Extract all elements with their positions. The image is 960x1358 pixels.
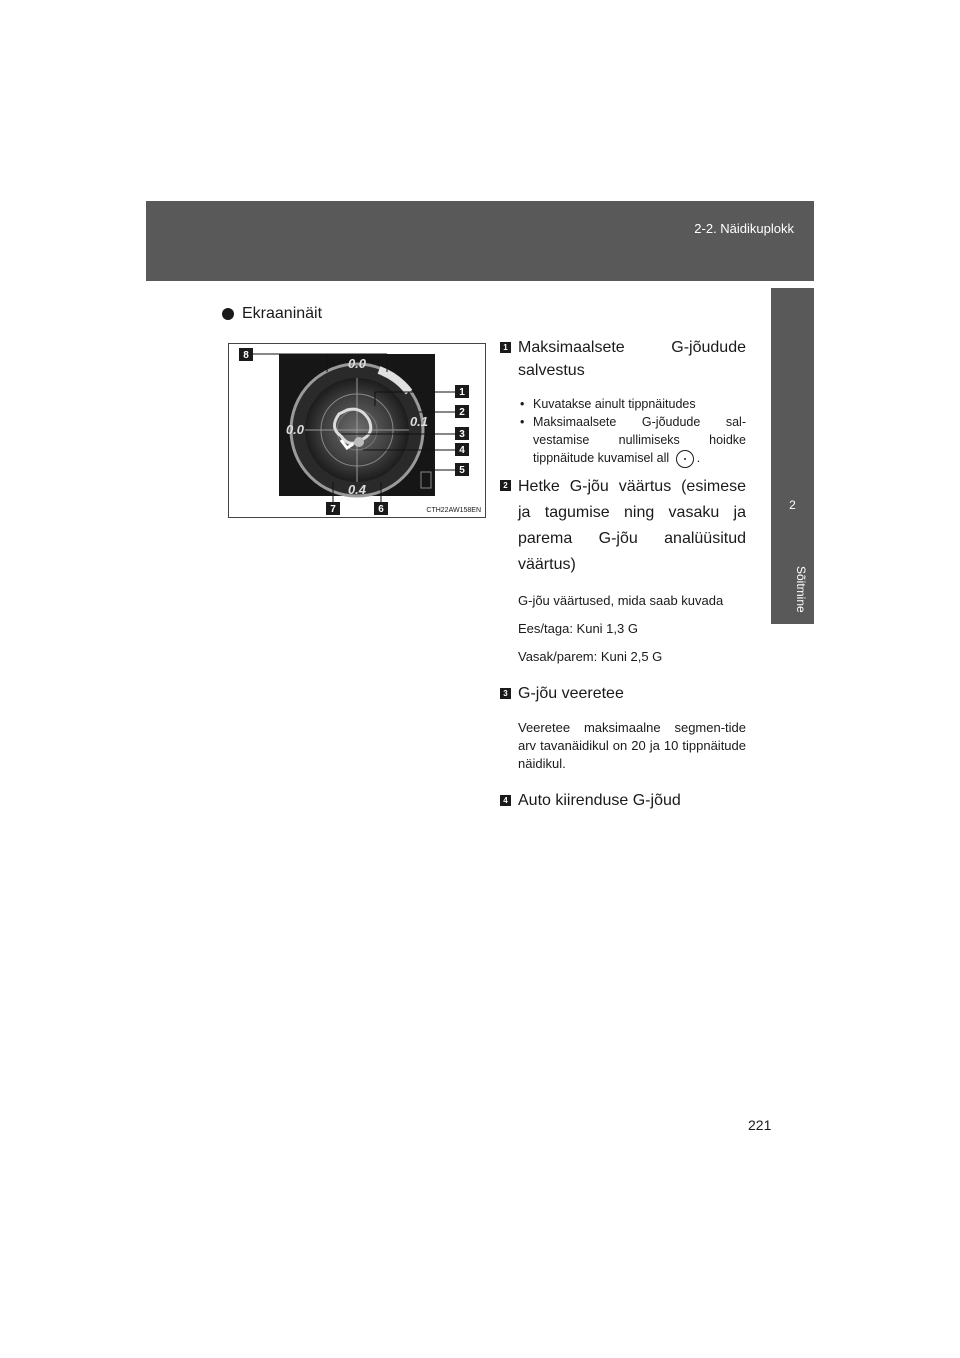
readout-top: 0.0 (347, 356, 367, 371)
section-title: Ekraaninäit (242, 305, 323, 322)
callout-7: 7 (330, 504, 336, 515)
header-band (146, 201, 814, 281)
item-title-2: Hetke G-jõu väärtus (esimese ja tagumise ning vasaku ja parema G-jõu analüüsitud väärtus) (518, 477, 746, 573)
chapter-number: 2 (789, 498, 796, 512)
item-title-1: Maksimaalsete G-jõudude salvestus (518, 339, 746, 379)
item-2-para-2: Ees/taga: Kuni 1,3 G (518, 620, 638, 636)
callout-5: 5 (459, 465, 465, 476)
readout-left: 0.0 (285, 422, 305, 437)
item-1-bullet-2-end: . (696, 451, 701, 465)
item-1-bullet-2-text: Maksimaalsete G-jõudude sal-vestamise nullimiseks hoidke tippnäitude kuvamisel all (533, 415, 746, 465)
description-column (500, 336, 746, 812)
callout-8: 8 (243, 350, 249, 361)
item-title-4: Auto kiirenduse G-jõud (518, 791, 681, 809)
current-g-ball (354, 437, 364, 447)
chapter-tab (771, 288, 814, 624)
item-1-bullet-1: • Kuvatakse ainult tippnäitudes (518, 395, 746, 413)
item-title-3: G-jõu veeretee (518, 684, 624, 702)
callout-1: 1 (459, 387, 465, 398)
item-3 (500, 682, 746, 773)
readout-right: 0.1 (409, 414, 429, 429)
callout-6: 6 (378, 504, 384, 515)
item-number-2: 2 (500, 480, 511, 491)
item-1 (500, 336, 746, 468)
callout-3: 3 (459, 429, 465, 440)
item-2 (500, 474, 746, 666)
display-button-icon (676, 450, 694, 468)
callout-4: 4 (459, 445, 465, 456)
item-1-bullets (518, 395, 746, 468)
item-2-para-1: G-jõu väärtused, mida saab kuvada (518, 592, 724, 608)
section-breadcrumb: 2-2. Näidikuplokk (694, 221, 794, 236)
item-3-para-1: Veeretee maksimaalne segmen-tide arv tavanäidikul on 20 ja 10 tippnäitude näidikul. (518, 719, 746, 771)
bullet-dot-icon (222, 308, 234, 320)
g-force-display-image (229, 344, 485, 517)
item-4 (500, 789, 746, 812)
item-number-1: 1 (500, 342, 511, 353)
callout-2: 2 (459, 407, 465, 418)
item-1-bullet-2 (518, 413, 746, 468)
figure-code: CTH22AW158EN (426, 507, 481, 514)
chapter-name: Sõitmine (794, 566, 808, 613)
section-heading (222, 305, 322, 323)
readout-bottom: 0.4 (347, 482, 367, 497)
item-2-para-3: Vasak/parem: Kuni 2,5 G (518, 648, 663, 664)
item-number-4: 4 (500, 795, 511, 806)
item-number-3: 3 (500, 688, 511, 699)
g-force-display-figure (228, 343, 486, 518)
page-number: 221 (748, 1117, 772, 1133)
